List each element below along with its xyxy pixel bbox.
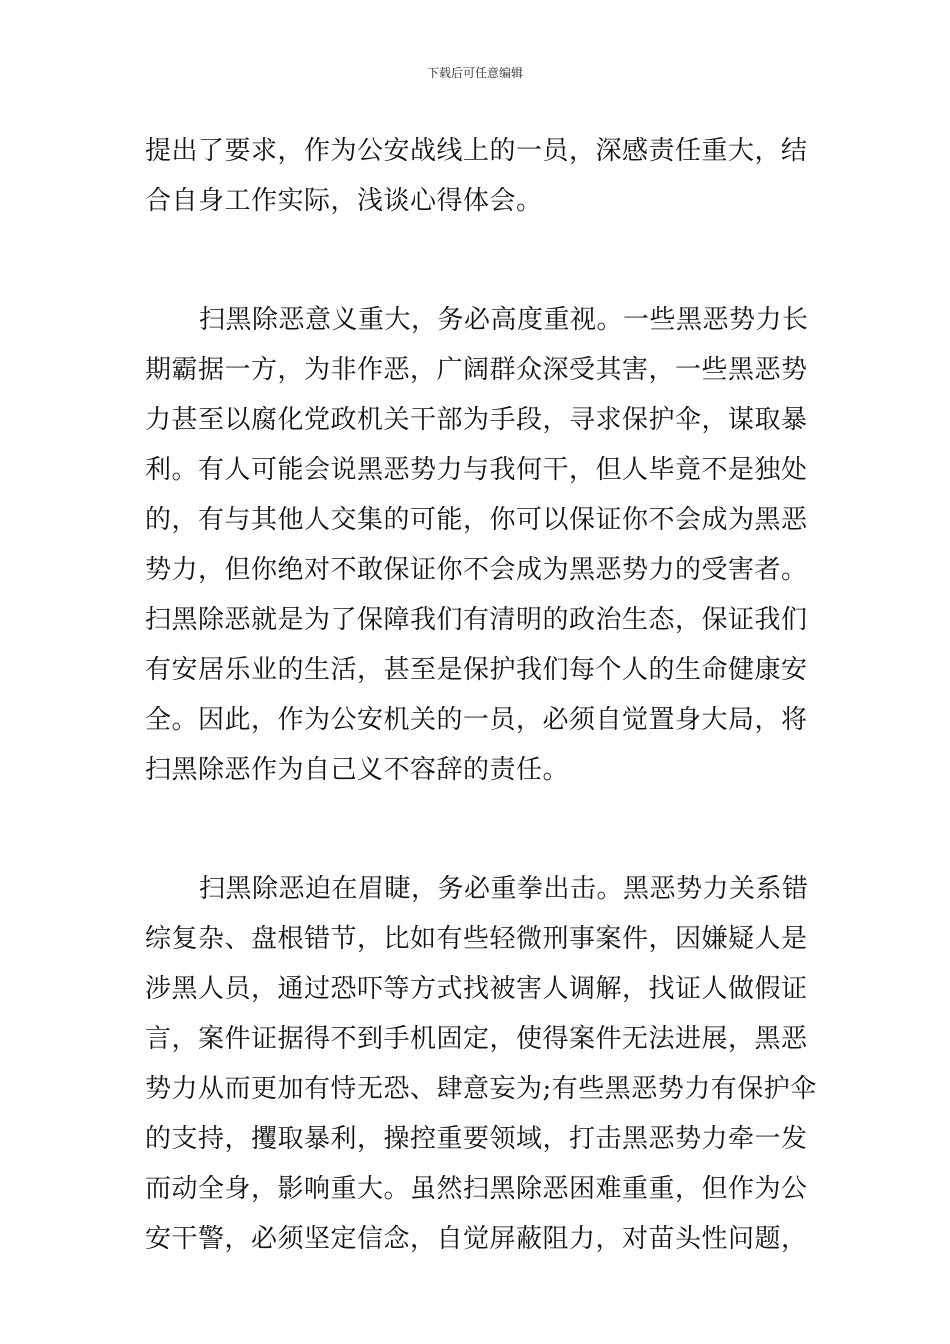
page-header: 下载后可任意编辑 <box>426 66 523 80</box>
text-line: 安干警，必须坚定信念，自觉屏蔽阻力，对苗头性问题， <box>145 1224 808 1254</box>
text-line: 的，有与其他人交集的可能，你可以保证你不会成为黑恶 <box>145 505 808 535</box>
text-line: 利。有人可能会说黑恶势力与我何干，但人毕竟不是独处 <box>145 455 808 485</box>
paragraph-3 <box>145 864 817 1264</box>
text-line: 合自身工作实际，浅谈心得体会。 <box>145 186 543 216</box>
text-line: 提出了要求，作为公安战线上的一员，深感责任重大，结 <box>145 136 808 166</box>
document-body <box>145 126 817 1264</box>
text-line: 扫黑除恶就是为了保障我们有清明的政治生态，保证我们 <box>145 605 808 635</box>
text-line: 言，案件证据得不到手机固定，使得案件无法进展，黑恶 <box>145 1024 808 1054</box>
text-line: 而动全身，影响重大。虽然扫黑除恶困难重重，但作为公 <box>145 1174 808 1204</box>
paragraph-1 <box>145 126 809 226</box>
text-line: 扫黑除恶迫在眉睫，务必重拳出击。黑恶势力关系错 <box>199 874 809 904</box>
text-line: 综复杂、盘根错节，比如有些轻微刑事案件，因嫌疑人是 <box>145 924 808 954</box>
text-line: 全。因此，作为公安机关的一员，必须自觉置身大局，将 <box>145 705 808 735</box>
paragraph-2 <box>145 295 809 795</box>
text-line: 力甚至以腐化党政机关干部为手段，寻求保护伞，谋取暴 <box>145 405 808 435</box>
text-line: 势力从而更加有恃无恐、肆意妄为;有些黑恶势力有保护伞 <box>145 1074 817 1104</box>
text-line: 势力，但你绝对不敢保证你不会成为黑恶势力的受害者。 <box>145 555 808 585</box>
text-line: 有安居乐业的生活，甚至是保护我们每个人的生命健康安 <box>145 655 808 685</box>
text-line: 的支持，攫取暴利，操控重要领域，打击黑恶势力牵一发 <box>145 1124 808 1154</box>
text-line: 扫黑除恶作为自己义不容辞的责任。 <box>145 755 570 785</box>
text-line: 涉黑人员，通过恐吓等方式找被害人调解，找证人做假证 <box>145 974 808 1004</box>
text-line: 扫黑除恶意义重大，务必高度重视。一些黑恶势力长 <box>199 305 809 335</box>
text-line: 期霸据一方，为非作恶，广阔群众深受其害，一些黑恶势 <box>145 355 808 385</box>
